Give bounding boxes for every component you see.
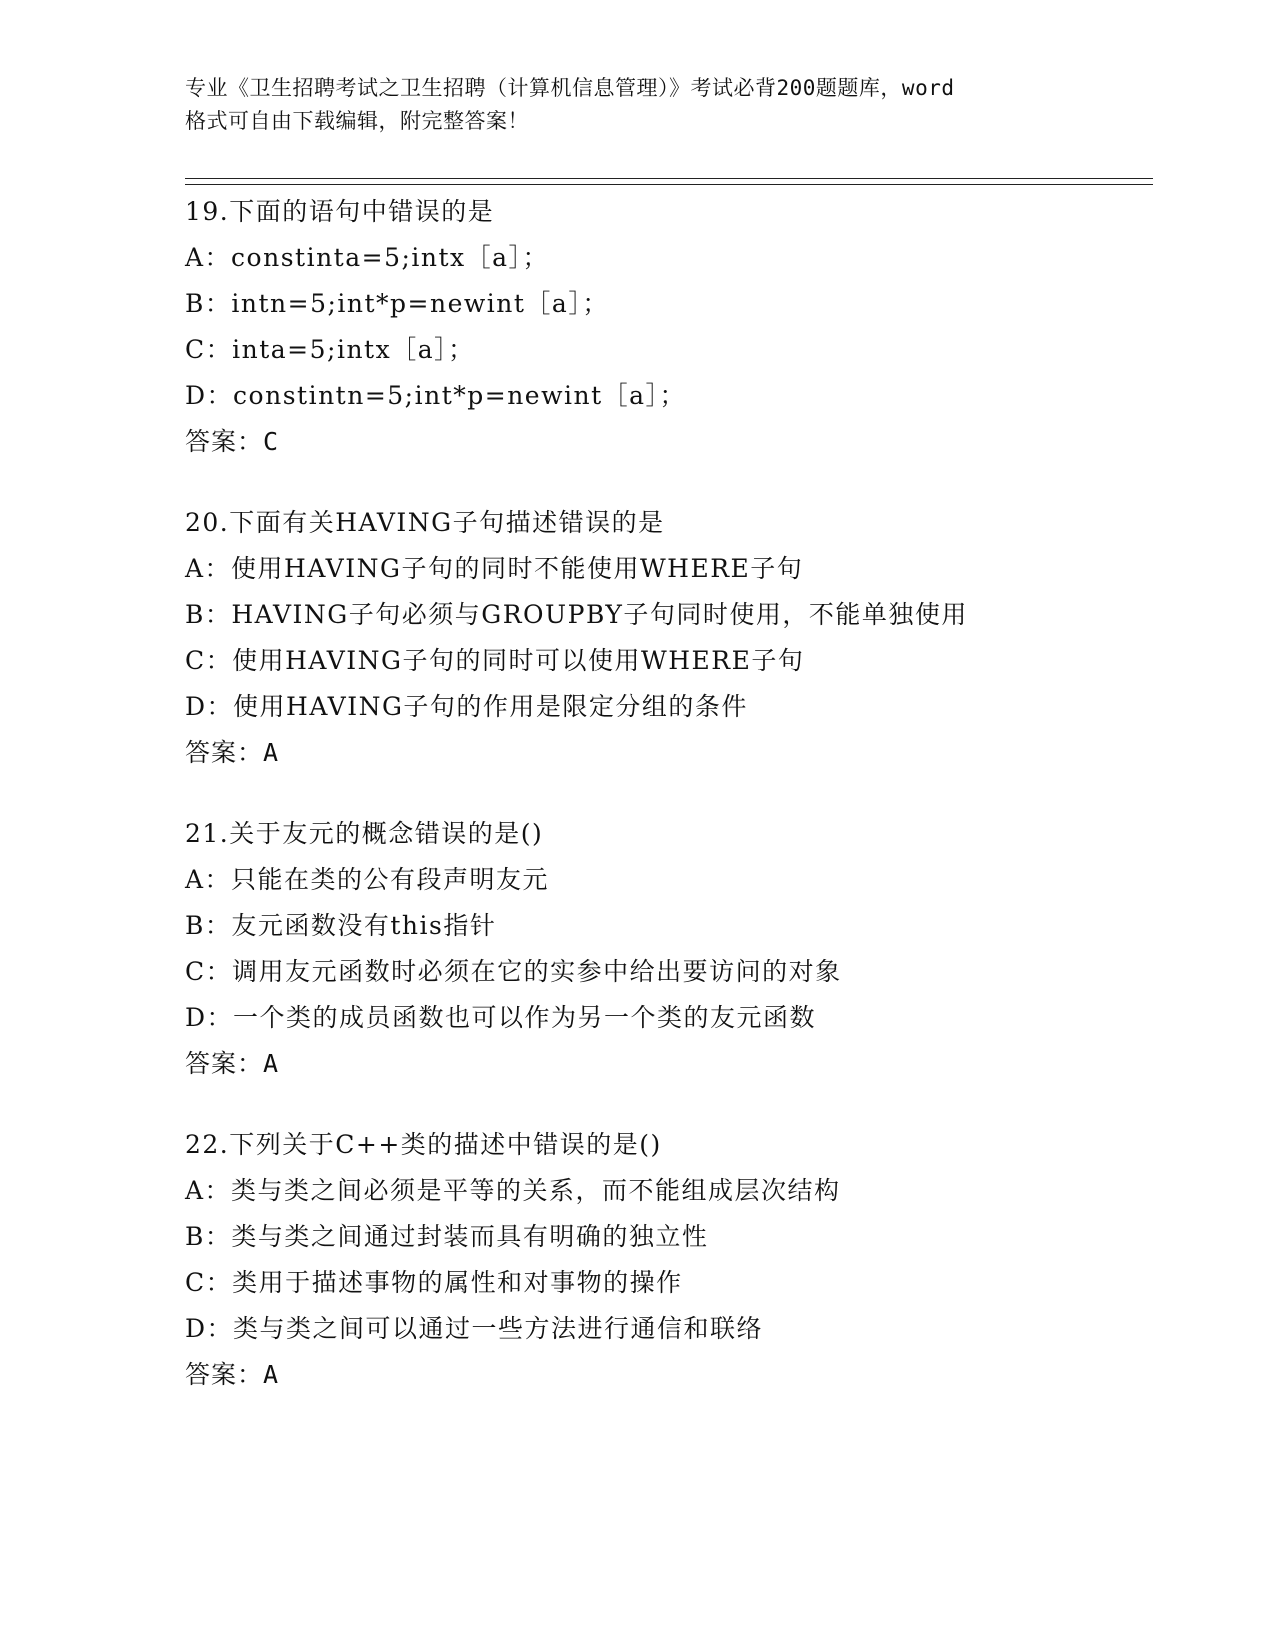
option-b: B：HAVING子句必须与GROUPBY子句同时使用，不能单独使用 bbox=[185, 600, 968, 629]
header-divider-bottom bbox=[185, 184, 1153, 185]
question-title: 22.下列关于C++类的描述中错误的是() bbox=[185, 1130, 662, 1159]
answer: 答案：A bbox=[185, 1360, 280, 1389]
option-c: C：使用HAVING子句的同时可以使用WHERE子句 bbox=[185, 646, 805, 675]
question-20 bbox=[185, 500, 1185, 776]
option-a: A：只能在类的公有段声明友元 bbox=[185, 865, 550, 894]
option-b: B：类与类之间通过封装而具有明确的独立性 bbox=[185, 1222, 709, 1251]
option-d: D：constintn=5;int*p=newint［a］； bbox=[185, 381, 687, 410]
option-b: B：intn=5;int*p=newint［a］； bbox=[185, 289, 609, 318]
answer: 答案：A bbox=[185, 738, 280, 767]
option-c: C：类用于描述事物的属性和对事物的操作 bbox=[185, 1268, 683, 1297]
option-b: B：友元函数没有this指针 bbox=[185, 911, 497, 940]
option-d: D：类与类之间可以通过一些方法进行通信和联络 bbox=[185, 1314, 764, 1343]
document-header bbox=[185, 72, 1085, 138]
option-a: A：类与类之间必须是平等的关系，而不能组成层次结构 bbox=[185, 1176, 841, 1205]
question-22 bbox=[185, 1122, 1185, 1398]
question-title: 21.关于友元的概念错误的是() bbox=[185, 819, 544, 848]
header-divider-top bbox=[185, 178, 1153, 179]
header-line-1: 专业《卫生招聘考试之卫生招聘（计算机信息管理）》考试必背200题题库，word bbox=[185, 76, 955, 100]
option-a: A：使用HAVING子句的同时不能使用WHERE子句 bbox=[185, 554, 804, 583]
option-a: A：constinta=5;intx［a］； bbox=[185, 243, 550, 272]
option-c: C：调用友元函数时必须在它的实参中给出要访问的对象 bbox=[185, 957, 842, 986]
option-d: D：一个类的成员函数也可以作为另一个类的友元函数 bbox=[185, 1003, 817, 1032]
option-d: D：使用HAVING子句的作用是限定分组的条件 bbox=[185, 692, 748, 721]
question-title: 20.下面有关HAVING子句描述错误的是 bbox=[185, 508, 665, 537]
question-list bbox=[185, 189, 1185, 1433]
question-21 bbox=[185, 811, 1185, 1087]
header-line-2: 格式可自由下载编辑，附完整答案！ bbox=[185, 109, 529, 133]
question-19 bbox=[185, 189, 1185, 465]
answer: 答案：A bbox=[185, 1049, 280, 1078]
question-title: 19.下面的语句中错误的是 bbox=[185, 197, 495, 226]
option-c: C：inta=5;intx［a］； bbox=[185, 335, 475, 364]
answer: 答案：C bbox=[185, 427, 280, 456]
